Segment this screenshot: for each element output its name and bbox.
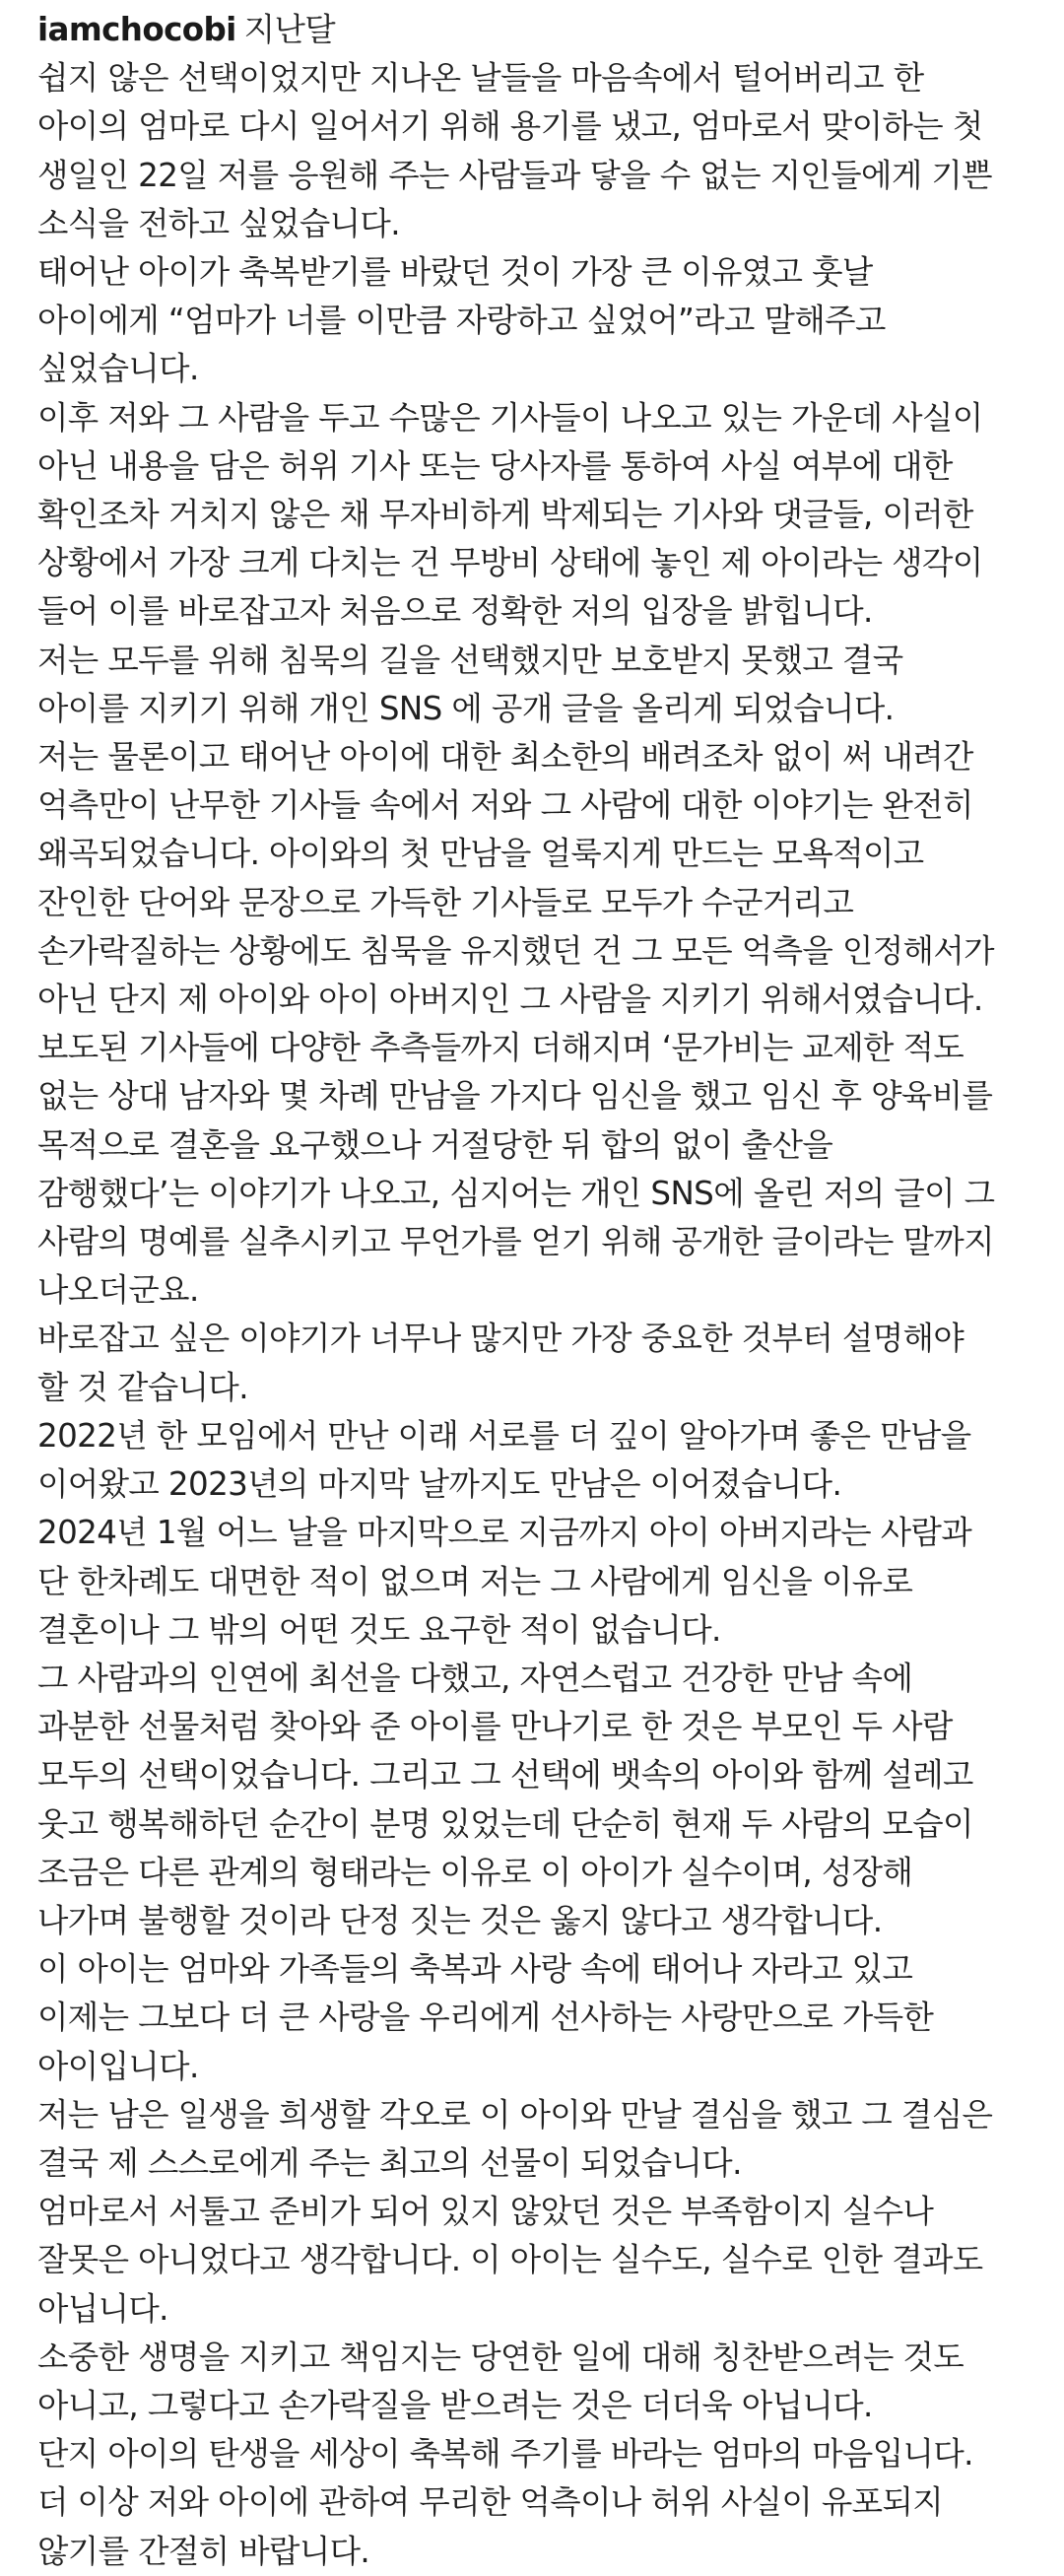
caption-line: 웃고 행복해하던 순간이 분명 있었는데 단순히 현재 두 사람의 모습이	[37, 1804, 973, 1843]
caption-line: 아닙니다.	[37, 2289, 168, 2328]
caption-line: 손가락질하는 상황에도 침묵을 유지했던 건 그 모든 억측을 인정해서가	[37, 931, 994, 970]
caption-line: 엄마로서 서툴고 준비가 되어 있지 않았던 것은 부족함이지 실수나	[37, 2193, 934, 2231]
caption-line: 싶었습니다.	[37, 350, 199, 388]
caption-line: 할 것 같습니다.	[37, 1368, 248, 1406]
caption-line: 아닌 내용을 담은 허위 기사 또는 당사자를 통하여 사실 여부에 대한	[37, 446, 953, 485]
caption-line: 태어난 아이가 축복받기를 바랐던 것이 가장 큰 이유였고 훗날	[37, 253, 873, 292]
caption-line: 과분한 선물처럼 찾아와 준 아이를 만나기로 한 것은 부모인 두 사람	[37, 1708, 953, 1746]
caption-line: 모두의 선택이었습니다. 그리고 그 선택에 뱃속의 아이와 함께 설레고	[37, 1756, 973, 1795]
caption-line: 나가며 불행할 것이라 단정 짓는 것은 옳지 않다고 생각합니다.	[37, 1901, 883, 1939]
caption-line: 조금은 다른 관계의 형태라는 이유로 이 아이가 실수이며, 성장해	[37, 1853, 913, 1891]
caption-line: 억측만이 난무한 기사들 속에서 저와 그 사람에 대한 이야기는 완전히	[37, 786, 973, 825]
caption-line: 나오더군요.	[37, 1271, 199, 1310]
caption-line: 아닌 단지 제 아이와 아이 아버지인 그 사람을 지키기 위해서였습니다.	[37, 981, 983, 1019]
caption-line: 아이입니다.	[37, 2047, 199, 2085]
caption-line: 이 아이는 엄마와 가족들의 축복과 사랑 속에 태어나 자라고 있고	[37, 1950, 913, 1989]
caption-line: 이제는 그보다 더 큰 사랑을 우리에게 선사하는 사랑만으로 가득한	[37, 1999, 934, 2037]
caption-line: 단 한차례도 대면한 적이 없으며 저는 그 사람에게 임신을 이유로	[37, 1562, 913, 1600]
caption-line: 소중한 생명을 지키고 책임지는 당연한 일에 대해 칭찬받으려는 것도	[37, 2338, 964, 2376]
caption-line: 저는 물론이고 태어난 아이에 대한 최소한의 배려조차 없이 써 내려간	[37, 738, 973, 777]
username-link[interactable]: iamchocobi	[37, 11, 236, 48]
caption-line: 생일인 22일 저를 응원해 주는 사람들과 닿을 수 없는 지인들에게 기쁜	[37, 156, 992, 194]
caption-line: 결혼이나 그 밖의 어떤 것도 요구한 적이 없습니다.	[37, 1610, 721, 1649]
caption-line: 감행했다’는 이야기가 나오고, 심지어는 개인 SNS에 올린 저의 글이 그	[37, 1174, 995, 1212]
caption-line: 아이의 엄마로 다시 일어서기 위해 용기를 냈고, 엄마로서 맞이하는 첫	[37, 107, 983, 146]
caption-line: 더 이상 저와 아이에 관하여 무리한 억측이나 허위 사실이 유포되지	[37, 2483, 944, 2522]
caption-line: 저는 모두를 위해 침묵의 길을 선택했지만 보호받지 못했고 결국	[37, 641, 903, 679]
caption-line: 확인조차 거치지 않은 채 무자비하게 박제되는 기사와 댓글들, 이러한	[37, 496, 973, 534]
post-caption	[37, 54, 1031, 2576]
caption-line: 잘못은 아니었다고 생각합니다. 이 아이는 실수도, 실수로 인한 결과도	[37, 2241, 983, 2279]
post-header	[37, 6, 335, 54]
caption-line: 않기를 간절히 바랍니다.	[37, 2532, 370, 2570]
caption-line: 아이를 지키기 위해 개인 SNS 에 공개 글을 올리게 되었습니다.	[37, 689, 895, 727]
caption-line: 단지 아이의 탄생을 세상이 축복해 주기를 바라는 엄마의 마음입니다.	[37, 2435, 973, 2474]
caption-line: 사람의 명예를 실추시키고 무언가를 얻기 위해 공개한 글이라는 말까지	[37, 1223, 994, 1261]
caption-line: 쉽지 않은 선택이었지만 지나온 날들을 마음속에서 털어버리고 한	[37, 59, 924, 98]
caption-line: 2024년 1월 어느 날을 마지막으로 지금까지 아이 아버지라는 사람과	[37, 1514, 972, 1552]
caption-line: 2022년 한 모임에서 만난 이래 서로를 더 깊이 알아가며 좋은 만남을	[37, 1416, 971, 1455]
caption-line: 아니고, 그렇다고 손가락질을 받으려는 것은 더더욱 아닙니다.	[37, 2386, 873, 2424]
caption-line: 그 사람과의 인연에 최선을 다했고, 자연스럽고 건강한 만남 속에	[37, 1659, 913, 1697]
caption-line: 잔인한 단어와 문장으로 가득한 기사들로 모두가 수군거리고	[37, 883, 854, 921]
caption-line: 없는 상대 남자와 몇 차례 만남을 가지다 임신을 했고 임신 후 양육비를	[37, 1077, 993, 1116]
post-timestamp: 지난달	[243, 11, 336, 48]
caption-line: 상황에서 가장 크게 다치는 건 무방비 상태에 놓인 제 아이라는 생각이	[37, 544, 983, 582]
caption-line: 바로잡고 싶은 이야기가 너무나 많지만 가장 중요한 것부터 설명해야	[37, 1320, 964, 1358]
caption-line: 들어 이를 바로잡고자 처음으로 정확한 저의 입장을 밝힙니다.	[37, 592, 873, 631]
caption-line: 아이에게 “엄마가 너를 이만큼 자랑하고 싶었어”라고 말해주고	[37, 302, 886, 340]
caption-line: 저는 남은 일생을 희생할 각오로 이 아이와 만날 결심을 했고 그 결심은	[37, 2095, 993, 2134]
caption-line: 결국 제 스스로에게 주는 최고의 선물이 되었습니다.	[37, 2143, 742, 2182]
caption-line: 목적으로 결혼을 요구했으나 거절당한 뒤 합의 없이 출산을	[37, 1125, 833, 1164]
caption-line: 보도된 기사들에 다양한 추측들까지 더해지며 ‘문가비는 교제한 적도	[37, 1029, 964, 1067]
caption-line: 이어왔고 2023년의 마지막 날까지도 만남은 이어졌습니다.	[37, 1465, 842, 1504]
caption-line: 소식을 전하고 싶었습니다.	[37, 204, 400, 242]
caption-line: 왜곡되었습니다. 아이와의 첫 만남을 얼룩지게 만드는 모욕적이고	[37, 835, 924, 873]
caption-line: 이후 저와 그 사람을 두고 수많은 기사들이 나오고 있는 가운데 사실이	[37, 398, 983, 437]
